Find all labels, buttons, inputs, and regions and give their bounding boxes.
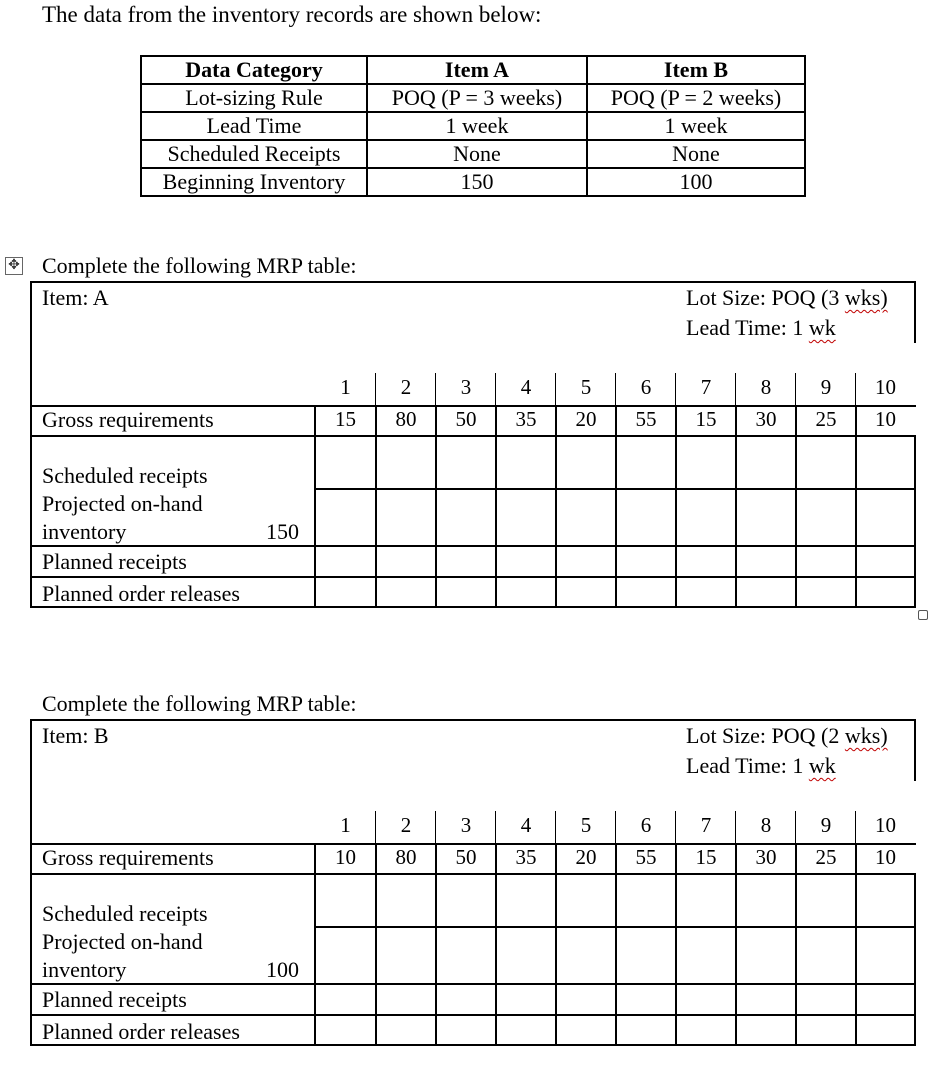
spellcheck-underline: wk (808, 753, 836, 778)
mrp-input-cell[interactable] (437, 875, 495, 926)
mrp-input-cell[interactable] (437, 985, 495, 1014)
mrp-input-cell[interactable] (497, 928, 555, 983)
header-item-b: Item B (587, 56, 805, 84)
table-cell: None (587, 140, 805, 168)
gross-requirement-value: 50 (455, 407, 477, 431)
grid-line (495, 373, 496, 405)
grid-line (30, 281, 916, 283)
gross-requirement-value: 10 (875, 845, 896, 869)
table-resize-handle-icon[interactable] (918, 610, 928, 620)
mrp-input-cell[interactable] (677, 490, 735, 545)
grid-line (30, 719, 32, 1046)
table-cell: Lot-sizing Rule (141, 84, 367, 112)
period-number: 2 (400, 813, 412, 837)
mrp-input-cell[interactable] (557, 985, 615, 1014)
mrp-item-label: Item: A (42, 285, 109, 310)
mrp-input-cell[interactable] (797, 928, 855, 983)
row-label-poh-2: inventory (42, 519, 127, 544)
period-number: 7 (700, 375, 712, 399)
mrp-input-cell[interactable] (377, 578, 435, 606)
period-number: 10 (875, 813, 896, 837)
gross-requirement-value: 55 (635, 845, 657, 869)
period-number: 7 (700, 813, 712, 837)
grid-line (435, 373, 436, 405)
mrp-input-cell[interactable] (737, 547, 795, 576)
period-number: 6 (640, 813, 652, 837)
mrp-input-cell[interactable] (557, 578, 615, 606)
period-number: 10 (875, 375, 896, 399)
mrp-input-cell[interactable] (797, 1016, 855, 1044)
period-number: 2 (400, 375, 412, 399)
mrp-input-cell[interactable] (677, 547, 735, 576)
grid-line (795, 811, 796, 843)
mrp-input-cell[interactable] (797, 437, 855, 488)
row-label-gross: Gross requirements (42, 407, 214, 432)
mrp-input-cell[interactable] (677, 985, 735, 1014)
mrp-item-label: Item: B (42, 723, 109, 748)
grid-line (914, 281, 916, 343)
mrp-input-cell[interactable] (857, 547, 914, 576)
spellcheck-underline: wk (808, 315, 836, 340)
mrp-input-cell[interactable] (617, 490, 675, 545)
grid-line (30, 281, 32, 608)
table-cell: Scheduled Receipts (141, 140, 367, 168)
header-data-category: Data Category (141, 56, 367, 84)
mrp-input-cell[interactable] (437, 1016, 495, 1044)
beginning-inventory-value: 150 (266, 519, 299, 544)
period-number: 5 (580, 375, 592, 399)
mrp-input-cell[interactable] (497, 578, 555, 606)
mrp-input-cell[interactable] (557, 437, 615, 488)
grid-line (675, 373, 676, 405)
mrp-input-cell[interactable] (677, 578, 735, 606)
row-label-planned-receipts: Planned receipts (42, 987, 187, 1012)
mrp-input-cell[interactable] (316, 985, 375, 1014)
period-number: 3 (460, 375, 472, 399)
grid-line (735, 373, 736, 405)
gross-requirement-value: 15 (695, 845, 717, 869)
mrp-input-cell[interactable] (557, 875, 615, 926)
grid-line (555, 373, 556, 405)
grid-line (735, 811, 736, 843)
mrp-input-cell[interactable] (437, 928, 495, 983)
mrp-input-cell[interactable] (316, 1016, 375, 1044)
table-move-handle-icon[interactable]: ✥ (5, 257, 23, 275)
grid-line (914, 719, 916, 781)
mrp-input-cell[interactable] (557, 547, 615, 576)
grid-line (375, 373, 376, 405)
mrp-input-cell[interactable] (617, 875, 675, 926)
gross-requirement-value: 20 (575, 407, 597, 431)
mrp-input-cell[interactable] (857, 985, 914, 1014)
mrp-input-cell[interactable] (677, 928, 735, 983)
table-cell: 1 week (587, 112, 805, 140)
lot-size-text: Lot Size: POQ (3 wks) (686, 285, 888, 310)
gross-requirement-value: 10 (335, 845, 356, 869)
lead-time-label: Lead Time: 1 wk (686, 753, 836, 778)
mrp-input-cell[interactable] (497, 490, 555, 545)
mrp-input-cell[interactable] (497, 1016, 555, 1044)
mrp-input-cell[interactable] (677, 875, 735, 926)
grid-line (30, 719, 916, 721)
mrp-input-cell[interactable] (617, 928, 675, 983)
mrp-table-b (30, 719, 916, 1046)
mrp-input-cell[interactable] (857, 578, 914, 606)
lot-size-label (686, 723, 888, 749)
mrp-input-cell[interactable] (797, 490, 855, 545)
grid-line (914, 873, 916, 1046)
mrp-input-cell[interactable] (617, 985, 675, 1014)
row-label-poh-2: inventory (42, 957, 127, 982)
mrp-input-cell[interactable] (857, 490, 914, 545)
grid-line (30, 1044, 916, 1046)
grid-line (914, 435, 916, 608)
grid-line (30, 606, 916, 608)
mrp-input-cell[interactable] (316, 578, 375, 606)
grid-line (795, 373, 796, 405)
period-number: 1 (340, 375, 351, 399)
mrp-input-cell[interactable] (857, 437, 914, 488)
mrp-input-cell[interactable] (797, 875, 855, 926)
mrp-input-cell[interactable] (857, 928, 914, 983)
period-number: 5 (580, 813, 592, 837)
mrp-b-prompt: Complete the following MRP table: (42, 691, 357, 716)
grid-line (375, 811, 376, 843)
row-label-planned-releases: Planned order releases (42, 581, 240, 606)
grid-line (615, 811, 616, 843)
gross-requirement-value: 15 (335, 407, 356, 431)
mrp-input-cell[interactable] (437, 547, 495, 576)
mrp-input-cell[interactable] (557, 928, 615, 983)
table-cell: POQ (P = 2 weeks) (587, 84, 805, 112)
mrp-input-cell[interactable] (617, 1016, 675, 1044)
table-cell: Beginning Inventory (141, 168, 367, 196)
mrp-input-cell[interactable] (497, 547, 555, 576)
mrp-input-cell[interactable] (316, 437, 375, 488)
gross-requirement-value: 10 (875, 407, 896, 431)
intro-text: The data from the inventory records are shown below: (42, 2, 542, 27)
mrp-input-cell[interactable] (377, 985, 435, 1014)
row-label-scheduled: Scheduled receipts (42, 463, 208, 488)
mrp-input-cell[interactable] (857, 875, 914, 926)
mrp-input-cell[interactable] (737, 1016, 795, 1044)
period-number: 9 (820, 375, 832, 399)
mrp-input-cell[interactable] (677, 437, 735, 488)
grid-line (855, 373, 856, 405)
mrp-input-cell[interactable] (377, 490, 435, 545)
period-number: 4 (520, 813, 532, 837)
header-item-a: Item A (367, 56, 587, 84)
lead-time-label: Lead Time: 1 wk (686, 315, 836, 340)
grid-line (615, 373, 616, 405)
mrp-input-cell[interactable] (497, 875, 555, 926)
gross-requirement-value: 50 (455, 845, 477, 869)
mrp-input-cell[interactable] (377, 1016, 435, 1044)
lot-size-label (686, 285, 888, 311)
mrp-a-prompt: Complete the following MRP table: (42, 253, 357, 278)
mrp-input-cell[interactable] (437, 437, 495, 488)
grid-line (555, 811, 556, 843)
gross-requirement-value: 55 (635, 407, 657, 431)
row-label-poh: Projected on-hand (42, 491, 203, 516)
mrp-input-cell[interactable] (617, 437, 675, 488)
gross-requirement-value: 80 (395, 845, 417, 869)
row-label-scheduled: Scheduled receipts (42, 901, 208, 926)
mrp-input-cell[interactable] (557, 490, 615, 545)
mrp-input-cell[interactable] (737, 490, 795, 545)
table-cell: POQ (P = 3 weeks) (367, 84, 587, 112)
spellcheck-underline: wks) (844, 723, 888, 748)
table-cell: 100 (587, 168, 805, 196)
row-label-planned-releases: Planned order releases (42, 1019, 240, 1044)
mrp-input-cell[interactable] (377, 547, 435, 576)
mrp-input-cell[interactable] (437, 578, 495, 606)
spellcheck-underline: wks) (844, 285, 888, 310)
gross-requirement-value: 25 (815, 845, 837, 869)
gross-requirement-value: 30 (755, 407, 777, 431)
period-number: 8 (760, 813, 772, 837)
gross-requirement-value: 80 (395, 407, 417, 431)
mrp-input-cell[interactable] (797, 547, 855, 576)
period-number: 4 (520, 375, 532, 399)
grid-line (855, 811, 856, 843)
mrp-input-cell[interactable] (497, 985, 555, 1014)
table-cell: Lead Time (141, 112, 367, 140)
mrp-input-cell[interactable] (377, 437, 435, 488)
grid-line (675, 811, 676, 843)
gross-requirement-value: 30 (755, 845, 777, 869)
row-label-planned-receipts: Planned receipts (42, 549, 187, 574)
mrp-input-cell[interactable] (737, 875, 795, 926)
mrp-table-a (30, 281, 916, 608)
gross-requirement-value: 15 (695, 407, 717, 431)
inventory-data-table (140, 55, 806, 197)
beginning-inventory-value: 100 (266, 957, 299, 982)
gross-requirement-value: 35 (515, 845, 537, 869)
period-number: 9 (820, 813, 832, 837)
mrp-input-cell[interactable] (316, 490, 375, 545)
grid-line (435, 811, 436, 843)
mrp-input-cell[interactable] (437, 490, 495, 545)
mrp-input-cell[interactable] (737, 578, 795, 606)
table-cell: 1 week (367, 112, 587, 140)
mrp-input-cell[interactable] (316, 928, 375, 983)
row-label-gross: Gross requirements (42, 845, 214, 870)
gross-requirement-value: 20 (575, 845, 597, 869)
period-number: 8 (760, 375, 772, 399)
mrp-input-cell[interactable] (497, 437, 555, 488)
gross-requirement-value: 25 (815, 407, 837, 431)
mrp-input-cell[interactable] (377, 928, 435, 983)
table-cell: 150 (367, 168, 587, 196)
mrp-input-cell[interactable] (677, 1016, 735, 1044)
period-number: 3 (460, 813, 472, 837)
lot-size-text: Lot Size: POQ (2 wks) (686, 723, 888, 748)
mrp-input-cell[interactable] (377, 875, 435, 926)
grid-line (495, 811, 496, 843)
mrp-input-cell[interactable] (797, 578, 855, 606)
mrp-input-cell[interactable] (617, 547, 675, 576)
mrp-input-cell[interactable] (737, 437, 795, 488)
gross-requirement-value: 35 (515, 407, 537, 431)
period-number: 6 (640, 375, 652, 399)
mrp-input-cell[interactable] (316, 875, 375, 926)
mrp-input-cell[interactable] (557, 1016, 615, 1044)
mrp-input-cell[interactable] (797, 985, 855, 1014)
row-label-poh: Projected on-hand (42, 929, 203, 954)
table-cell: None (367, 140, 587, 168)
mrp-input-cell[interactable] (617, 578, 675, 606)
mrp-input-cell[interactable] (857, 1016, 914, 1044)
mrp-input-cell[interactable] (737, 985, 795, 1014)
mrp-input-cell[interactable] (737, 928, 795, 983)
period-number: 1 (340, 813, 351, 837)
mrp-input-cell[interactable] (316, 547, 375, 576)
